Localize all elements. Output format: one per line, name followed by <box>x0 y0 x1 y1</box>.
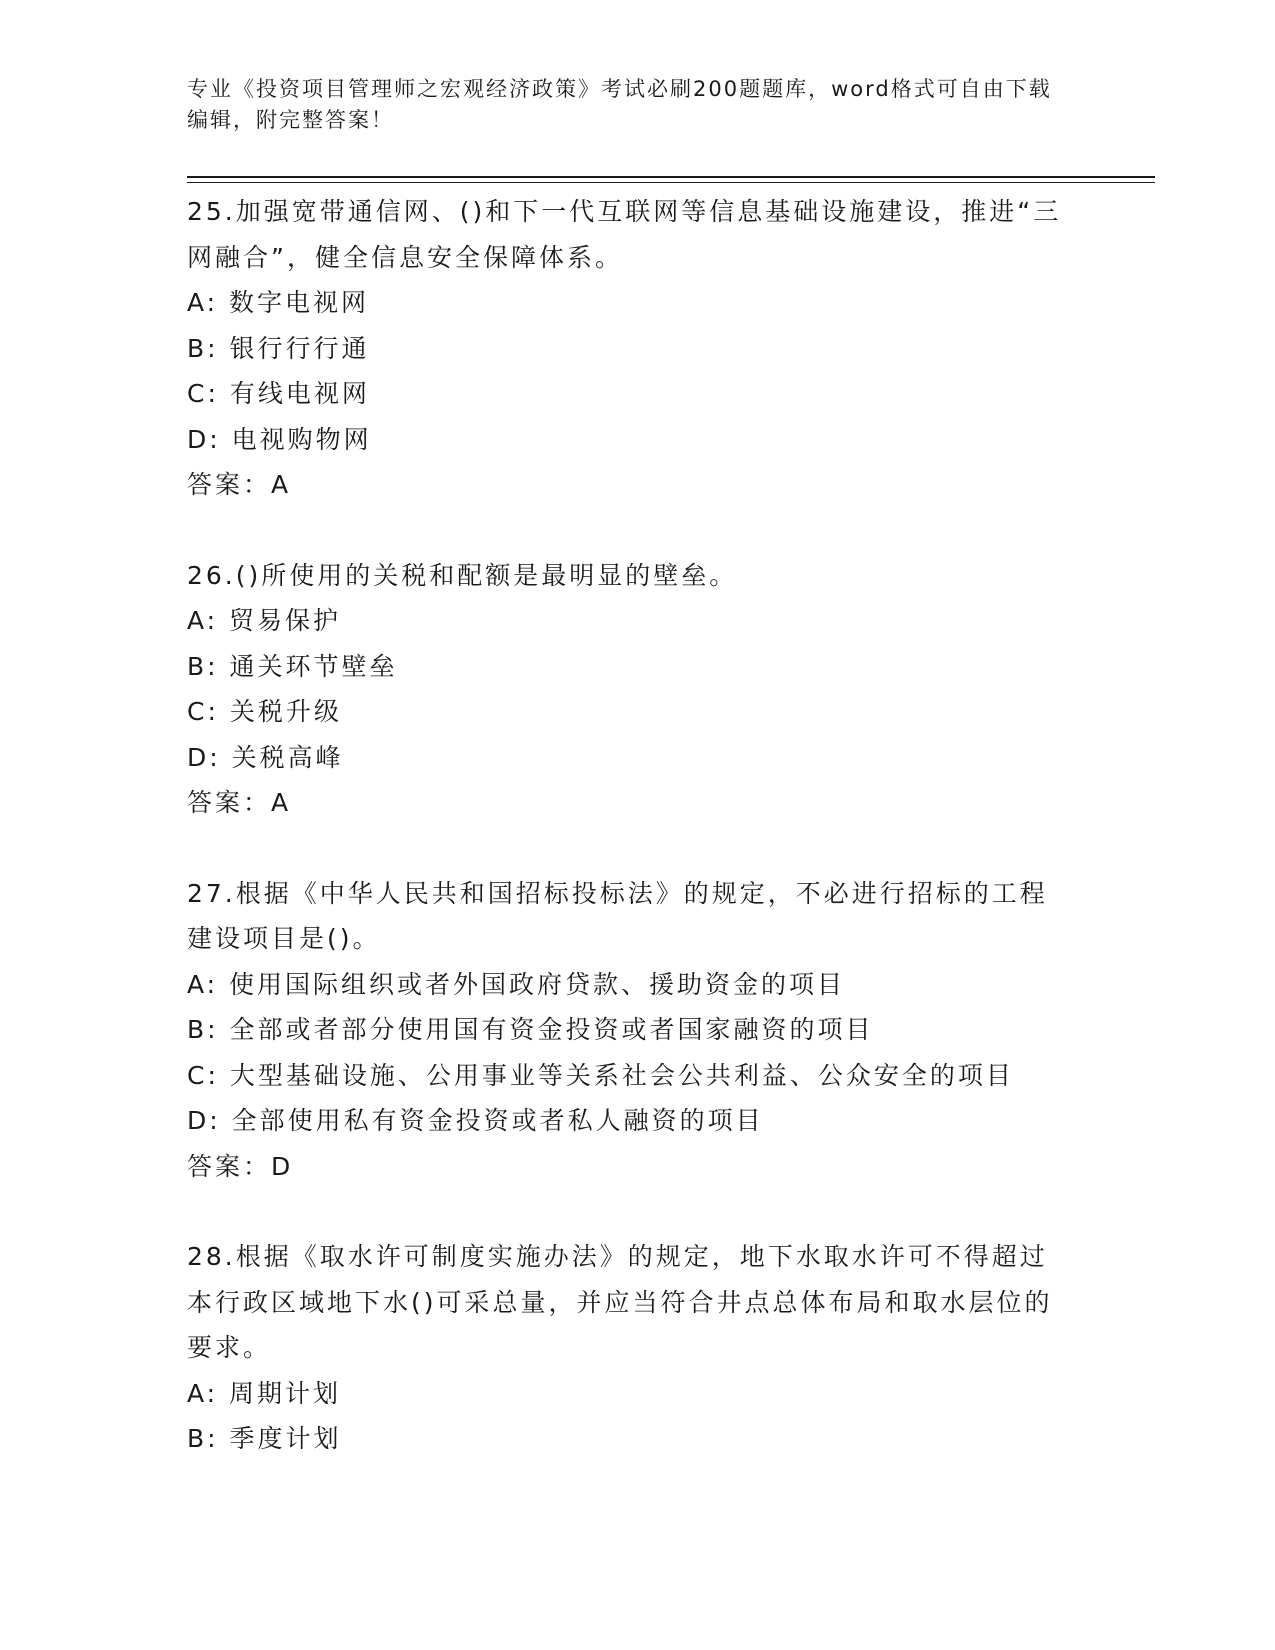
option-b: B: 全部或者部分使用国有资金投资或者国家融资的项目 <box>187 1015 874 1044</box>
option-a: A: 使用国际组织或者外国政府贷款、援助资金的项目 <box>187 969 846 999</box>
question-27 <box>187 871 1087 1190</box>
option-c: C: 有线电视网 <box>187 379 370 408</box>
question-stem: 28.根据《取水许可制度实施办法》的规定，地下水取水许可不得超过本行政区域地下水()可采总量，并应当符合井点总体布局和取水层位的要求。 <box>187 1242 1053 1362</box>
option-a: A: 数字电视网 <box>187 288 370 317</box>
option-a: A: 周期计划 <box>187 1378 342 1408</box>
option-d: D: 关税高峰 <box>187 742 344 772</box>
question-26 <box>187 553 1087 826</box>
header-rule-thin <box>187 182 1155 183</box>
question-stem: 27.根据《中华人民共和国招标投标法》的规定，不必进行招标的工程建设项目是()。 <box>187 878 1048 953</box>
option-b: B: 银行行行通 <box>187 333 370 363</box>
option-b: B: 通关环节壁垒 <box>187 651 398 681</box>
option-c: C: 关税升级 <box>187 697 342 726</box>
answer-line: 答案：A <box>187 470 292 499</box>
question-list <box>187 189 1087 1507</box>
option-c: C: 大型基础设施、公用事业等关系社会公共利益、公众安全的项目 <box>187 1060 1014 1090</box>
answer-line: 答案：D <box>187 1151 294 1181</box>
header-rule-thick <box>187 176 1155 178</box>
document-header: 专业《投资项目管理师之宏观经济政策》考试必刷200题题库，word格式可自由下载编辑，附完整答案！ <box>187 77 1052 132</box>
option-a: A: 贸易保护 <box>187 606 342 635</box>
option-d: D: 全部使用私有资金投资或者私人融资的项目 <box>187 1106 764 1135</box>
option-b: B: 季度计划 <box>187 1424 342 1453</box>
option-d: D: 电视购物网 <box>187 424 372 454</box>
question-25 <box>187 189 1087 508</box>
answer-line: 答案：A <box>187 788 292 817</box>
question-stem: 26.()所使用的关税和配额是最明显的壁垒。 <box>187 560 738 590</box>
question-28 <box>187 1234 1087 1462</box>
question-stem: 25.加强宽带通信网、()和下一代互联网等信息基础设施建设，推进“三网融合”，健全信息安全保障体系。 <box>187 197 1062 272</box>
